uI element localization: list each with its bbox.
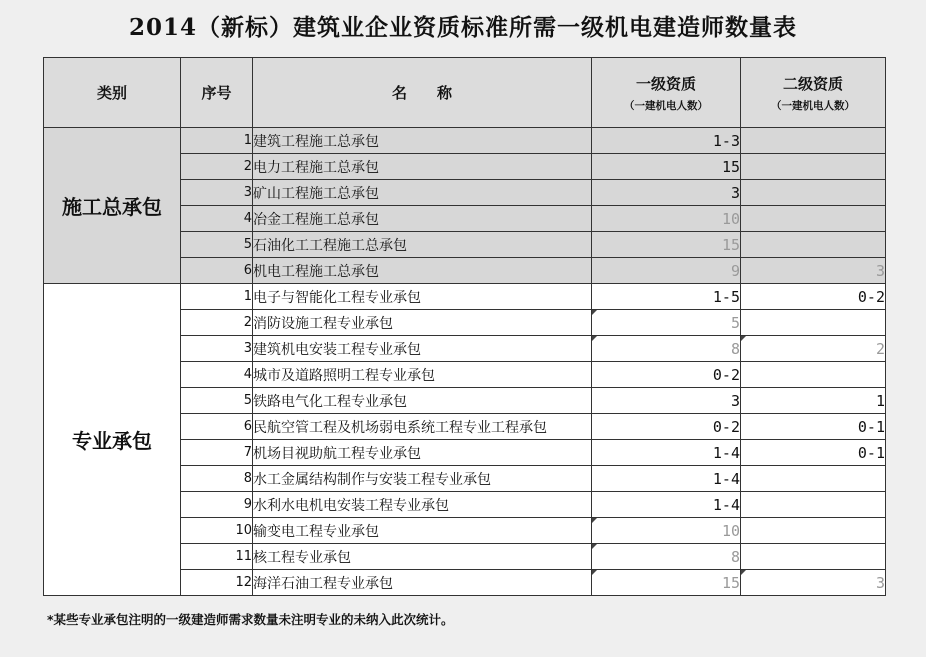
- category-cell: 专业承包: [44, 284, 181, 596]
- level1-cell: 3: [592, 388, 741, 414]
- level2-cell: [741, 232, 886, 258]
- header-row: [44, 58, 886, 128]
- seq-cell: 5: [181, 388, 253, 414]
- level2-cell: [741, 180, 886, 206]
- level2-cell: [741, 128, 886, 154]
- name-cell: 建筑机电安装工程专业承包: [253, 336, 592, 362]
- level2-cell: 3: [741, 570, 886, 596]
- seq-cell: 4: [181, 206, 253, 232]
- level1-cell: 1-3: [592, 128, 741, 154]
- name-cell: 冶金工程施工总承包: [253, 206, 592, 232]
- level1-cell: 1-4: [592, 492, 741, 518]
- level1-cell: 0-2: [592, 362, 741, 388]
- seq-cell: 11: [181, 544, 253, 570]
- level2-cell: [741, 310, 886, 336]
- seq-cell: 3: [181, 336, 253, 362]
- level2-cell: [741, 466, 886, 492]
- seq-cell: 12: [181, 570, 253, 596]
- level2-cell: [741, 544, 886, 570]
- seq-cell: 2: [181, 310, 253, 336]
- seq-cell: 4: [181, 362, 253, 388]
- level1-cell: 5: [592, 310, 741, 336]
- seq-cell: 8: [181, 466, 253, 492]
- level2-cell: 0-1: [741, 414, 886, 440]
- level1-cell: 10: [592, 206, 741, 232]
- name-cell: 建筑工程施工总承包: [253, 128, 592, 154]
- level2-cell: 3: [741, 258, 886, 284]
- name-cell: 水利水电机电安装工程专业承包: [253, 492, 592, 518]
- seq-cell: 2: [181, 154, 253, 180]
- level2-cell: [741, 362, 886, 388]
- table-row: [44, 284, 886, 310]
- seq-cell: 6: [181, 258, 253, 284]
- name-cell: 铁路电气化工程专业承包: [253, 388, 592, 414]
- seq-cell: 6: [181, 414, 253, 440]
- level2-cell: [741, 518, 886, 544]
- name-cell: 矿山工程施工总承包: [253, 180, 592, 206]
- seq-cell: 7: [181, 440, 253, 466]
- name-cell: 海洋石油工程专业承包: [253, 570, 592, 596]
- level1-cell: 1-4: [592, 440, 741, 466]
- level1-cell: 0-2: [592, 414, 741, 440]
- header-name: 名 称: [253, 58, 592, 128]
- seq-cell: 10: [181, 518, 253, 544]
- header-seq: 序号: [181, 58, 253, 128]
- header-level1-sub: （一建机电人数）: [624, 99, 708, 112]
- level2-cell: [741, 206, 886, 232]
- header-category: 类别: [44, 58, 181, 128]
- level1-cell: 15: [592, 232, 741, 258]
- seq-cell: 5: [181, 232, 253, 258]
- level2-cell: [741, 154, 886, 180]
- level2-cell: 2: [741, 336, 886, 362]
- name-cell: 电力工程施工总承包: [253, 154, 592, 180]
- level1-cell: 15: [592, 154, 741, 180]
- name-cell: 消防设施工程专业承包: [253, 310, 592, 336]
- header-level2: [741, 58, 886, 128]
- level2-cell: [741, 492, 886, 518]
- seq-cell: 1: [181, 284, 253, 310]
- header-level1: [592, 58, 741, 128]
- header-level2-sub: （一建机电人数）: [771, 99, 855, 112]
- level1-cell: 8: [592, 336, 741, 362]
- level1-cell: 9: [592, 258, 741, 284]
- name-cell: 输变电工程专业承包: [253, 518, 592, 544]
- level1-cell: 10: [592, 518, 741, 544]
- header-level1-label: 一级资质: [635, 74, 696, 93]
- header-level2-label: 二级资质: [782, 74, 843, 93]
- level2-cell: 0-1: [741, 440, 886, 466]
- name-cell: 核工程专业承包: [253, 544, 592, 570]
- level1-cell: 8: [592, 544, 741, 570]
- name-cell: 电子与智能化工程专业承包: [253, 284, 592, 310]
- seq-cell: 3: [181, 180, 253, 206]
- name-cell: 水工金属结构制作与安装工程专业承包: [253, 466, 592, 492]
- footnote: *某些专业承包注明的一级建造师需求数量未注明专业的未纳入此次统计。: [47, 612, 454, 627]
- name-cell: 机电工程施工总承包: [253, 258, 592, 284]
- level2-cell: 1: [741, 388, 886, 414]
- category-cell: 施工总承包: [44, 128, 181, 284]
- name-cell: 石油化工工程施工总承包: [253, 232, 592, 258]
- qualification-table: [43, 57, 886, 596]
- name-cell: 机场目视助航工程专业承包: [253, 440, 592, 466]
- level1-cell: 3: [592, 180, 741, 206]
- seq-cell: 1: [181, 128, 253, 154]
- page-title: 2014（新标）建筑业企业资质标准所需一级机电建造师数量表: [128, 14, 797, 41]
- level2-cell: 0-2: [741, 284, 886, 310]
- name-cell: 民航空管工程及机场弱电系统工程专业工程承包: [253, 414, 592, 440]
- seq-cell: 9: [181, 492, 253, 518]
- name-cell: 城市及道路照明工程专业承包: [253, 362, 592, 388]
- level1-cell: 1-4: [592, 466, 741, 492]
- level1-cell: 1-5: [592, 284, 741, 310]
- table-row: [44, 128, 886, 154]
- level1-cell: 15: [592, 570, 741, 596]
